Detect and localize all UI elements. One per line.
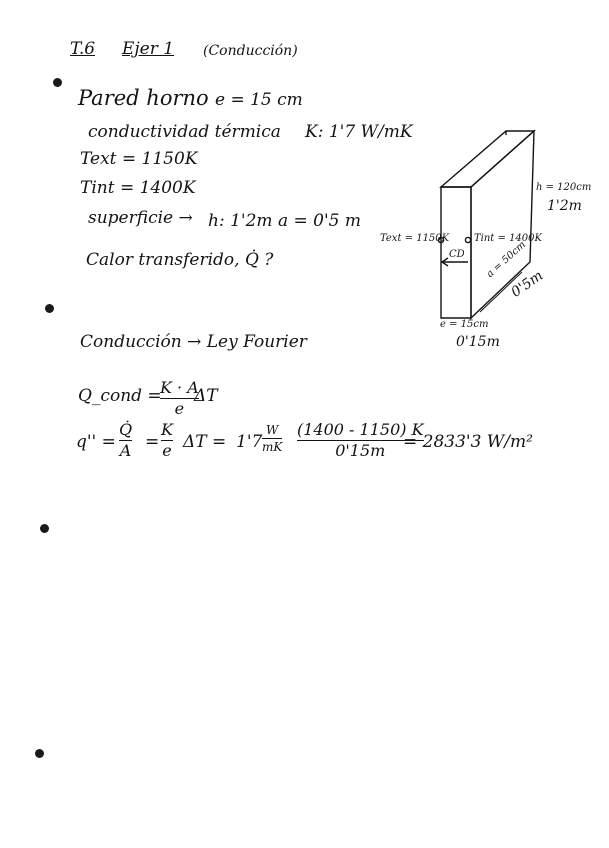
cd-label: CD xyxy=(449,249,465,260)
surface-h: h: 1'2m xyxy=(208,211,273,231)
h-value: 1'2m xyxy=(547,198,582,214)
text-temp: Text = 1150K xyxy=(80,149,198,169)
k-unit-fraction xyxy=(262,424,282,453)
temp-denominator: 0'15m xyxy=(335,441,386,460)
flux-delta: ΔT = xyxy=(183,432,227,452)
k-unit-bar xyxy=(262,438,282,439)
k-unit-denominator: mK xyxy=(262,440,283,454)
qcond-lhs: Q_cond = xyxy=(78,386,162,406)
tint-dot xyxy=(465,237,470,242)
surface-label: superficie → xyxy=(88,208,193,228)
surface-a: a = 0'5 m xyxy=(278,211,362,231)
flux-lhs: q'' = xyxy=(76,432,116,452)
k-unit-numerator: W xyxy=(266,423,279,437)
flux-f1-denominator: A xyxy=(119,441,132,460)
h-label: h = 120cm xyxy=(536,182,592,193)
qcond-numerator: K · A xyxy=(160,378,199,397)
e-label: e = 15cm xyxy=(440,319,489,330)
a-value: 0'5m xyxy=(508,267,547,301)
title-topic: T.6 xyxy=(70,39,96,59)
title-exercise: Ejer 1 xyxy=(122,39,175,59)
qcond-denominator: e xyxy=(174,399,185,418)
flux-fraction-2 xyxy=(161,422,173,459)
wall-thickness: e = 15 cm xyxy=(215,90,303,110)
flux-f2-numerator: K xyxy=(161,420,173,439)
diagram-tint-label: Tint = 1400K xyxy=(474,233,542,244)
e-value: 0'15m xyxy=(456,334,500,350)
qcond-delta: ΔT xyxy=(194,386,218,406)
diagram-text-label: Text = 1150K xyxy=(380,233,450,244)
flux-result: = 2833'3 W/m² xyxy=(403,432,533,452)
flux-eq1: = xyxy=(145,432,160,452)
wall-label: Pared horno xyxy=(78,86,209,110)
flux-fraction-1 xyxy=(119,422,132,459)
fourier-law: Conducción → Ley Fourier xyxy=(80,332,307,352)
tint-temp: Tint = 1400K xyxy=(80,178,196,198)
flux-f1-numerator: Q̇ xyxy=(119,420,133,439)
conductivity-value: K: 1'7 W/mK xyxy=(305,122,413,142)
k-value: 1'7 xyxy=(236,432,263,452)
temp-numerator: (1400 - 1150) K xyxy=(297,420,424,439)
heat-question: Calor transferido, Q̇ ? xyxy=(86,250,274,270)
wall-top-face xyxy=(441,131,534,187)
title-subject: (Conducción) xyxy=(203,43,298,59)
a-label: a = 50cm xyxy=(484,239,529,280)
conductivity-label: conductividad térmica xyxy=(88,122,281,142)
qcond-fraction xyxy=(160,380,199,417)
flux-f2-denominator: e xyxy=(162,441,172,460)
